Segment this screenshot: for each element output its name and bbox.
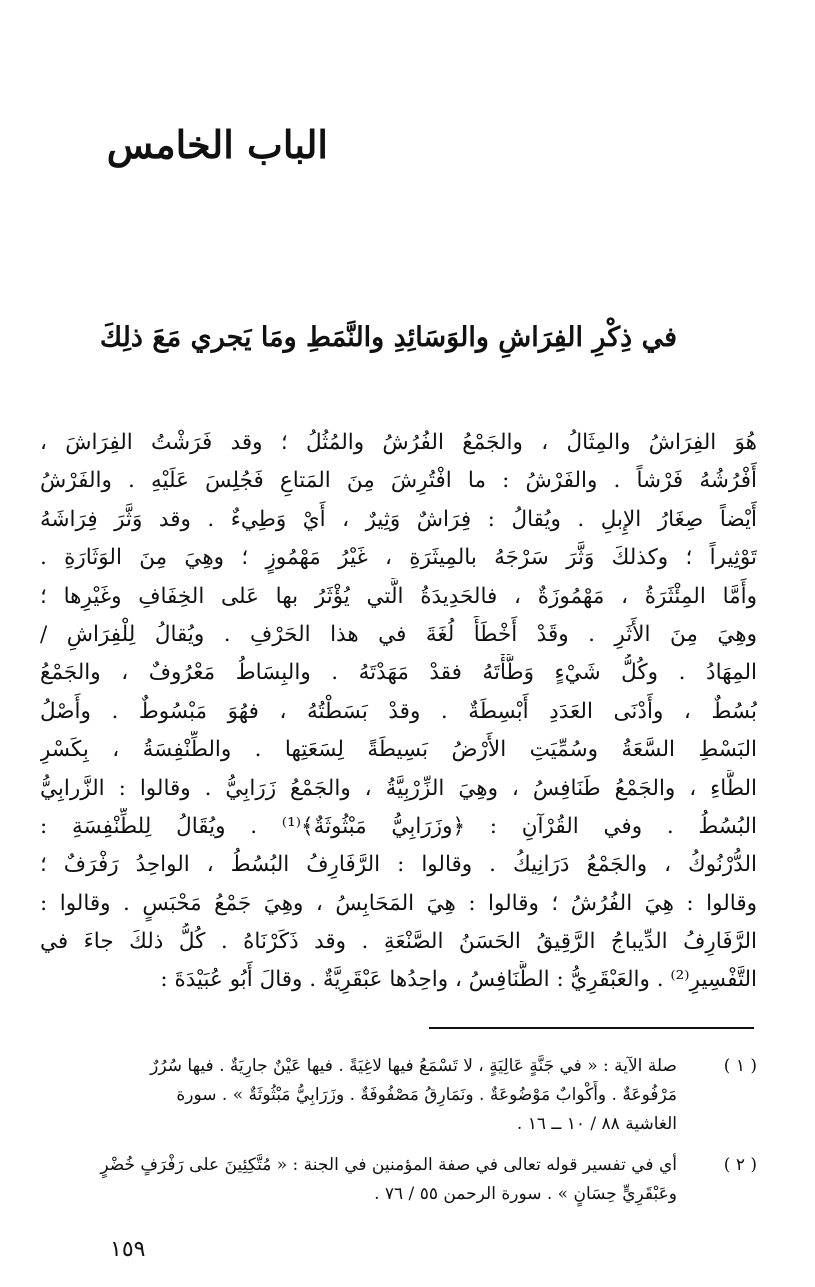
body-line: أَفْرُشُهُ فَرْشاً . والفَرْشُ : ما افْتُرِشَ مِنَ المَتاعِ فَجُلِسَ عَلَيْهِ . والفَرْشُ xyxy=(40,468,757,494)
footnote-text xyxy=(40,1052,677,1139)
body-line: وهِيَ مِنَ الأَثَرِ . وقَدْ أَخْطَأَ لُغَةَ في هذا الحَرْفِ . ويُقالُ لِلْفِرَاشِ / xyxy=(40,621,757,647)
body-text xyxy=(40,424,757,1000)
body-line: تَوْثِيراً ؛ وكذلكَ وَثَّرَ سَرْجَهُ بالمِيثَرَةِ ، غَيْرُ مَهْمُوزٍ ؛ وهِيَ مِنَ الوَثَارَةِ . xyxy=(40,545,757,571)
footnote-1 xyxy=(40,1052,757,1139)
chapter-title: الباب الخامس xyxy=(106,122,328,167)
footnote-text xyxy=(40,1151,677,1209)
body-line: الطَّاءِ ، والجَمْعُ طَنَافِسُ ، وهِيَ الزِّرْبِيَّةُ ، والجَمْعُ زَرَابِيُّ . وقالوا : الزَّرابِيُّ xyxy=(40,775,757,801)
body-line: البُسُطُ . وفي القُرْآنِ : ﴿وزَرَابِيُّ مَبْثُوثَةٌ﴾⁽¹⁾ . ويُقَالُ لِلطِّنْفِسَةِ : xyxy=(40,813,757,839)
body-line: البَسْطِ السَّعَةُ وسُمِّيَتِ الأَرْضُ بَسِيطَةً لِسَعَتِها . والطِّنْفِسَةُ ، بِكَسْرِ xyxy=(40,737,757,763)
footnote-line: أي في تفسير قوله تعالى في صفة المؤمنين في الجنة : « مُتَّكِئِينَ على رَفْرَفٍ خُضْرٍ xyxy=(100,1155,677,1175)
body-line: هُوَ الفِرَاشُ والمِثَالُ ، والجَمْعُ الفُرُشُ والمُثُلُ ؛ وقد فَرَشْتُ الفِرَاشَ ، xyxy=(40,430,757,455)
body-line: الرَّفَارِفُ الدِّيباجُ الرَّقِيقُ الحَسَنُ الصَّنْعَةِ . وقد ذَكَرْنَاهُ . كُلُّ ذلكَ جاءَ في xyxy=(40,929,757,955)
body-line: التَّفْسِيرِ⁽²⁾ . والعَبْقَرِيُّ : الطَّنَافِسُ ، واحِدُها عَبْقَرِيَّةٌ . وقالَ أَبُو عُبَيْدَةَ : xyxy=(160,967,757,993)
footnote-line: وعَبْقَرِيٍّ حِسَانٍ » . سورة الرحمن ٥٥ / ٧٦ . xyxy=(374,1184,677,1204)
footnote-2 xyxy=(40,1151,757,1209)
footnote-number: ( ٢ ) xyxy=(723,1155,757,1175)
body-line: بُسُطٌ ، وأَدْنَى العَدَدِ أَبْسِطَةٌ . وقدْ بَسَطْتُهُ ، فهُوَ مَبْسُوطٌ . وأَصْلُ xyxy=(40,698,757,724)
footnote-line: الغاشية ٨٨ / ١٠ ــ ١٦ . xyxy=(516,1114,677,1134)
body-line: وقالوا : هِيَ الفُرُشُ ؛ وقالوا : هِيَ المَحَابِسُ ، وهِيَ جَمْعُ مَحْبَسٍ . وقالوا : xyxy=(40,890,757,916)
body-line: أَيْضاً صِغَارُ الإِبلِ . ويُقالُ : فِرَاشٌ وَثِيرٌ ، أَيْ وَطِيءٌ . وقد وَثَّرَ فِرَاشَهُ xyxy=(40,506,757,532)
footnote-line: صلة الآية : « في جَنَّةٍ عَالِيَةٍ ، لا تَسْمَعُ فيها لاغِيَةً . فيها عَيْنٌ جارِيَةٌ . فيها سُرُرٌ xyxy=(150,1056,677,1076)
footnote-number: ( ١ ) xyxy=(723,1056,757,1076)
body-line: المِهَادُ . وكُلُّ شَيْءٍ وَطَّأْتَهُ فقدْ مَهَدْتَهُ . والبِسَاطُ مَعْرُوفٌ ، والجَمْعُ xyxy=(40,660,757,686)
section-title: في ذِكْرِ الفِرَاشِ والوَسَائِدِ والنَّمَطِ ومَا يَجري مَعَ ذلِكَ xyxy=(99,322,677,353)
footnotes xyxy=(40,1052,757,1221)
body-line: وأَمَّا المِئْثَرَةُ ، مَهْمُوزَةٌ ، فالحَدِيدَةُ الَّتي يُؤْثَرُ بها عَلى الخِفَافِ وغَيْرِها ؛ xyxy=(40,583,757,609)
body-line: الدُّرْنُوكُ ، والجَمْعُ دَرَانِيكُ . وقالوا : الرَّفَارِفُ البُسُطُ ، الواحِدُ رَفْرَفٌ ؛ xyxy=(40,852,757,878)
footnote-line: مَرْفُوعَةٌ . وأَكْوابٌ مَوْضُوعَةٌ . ونَمَارِقُ مَصْفُوفَةٌ . وزَرَابِيُّ مَبْثُوثَةٌ » . سورة xyxy=(176,1085,677,1105)
page-number: ١٥٩ xyxy=(110,1237,146,1262)
footnote-separator xyxy=(429,1027,754,1029)
